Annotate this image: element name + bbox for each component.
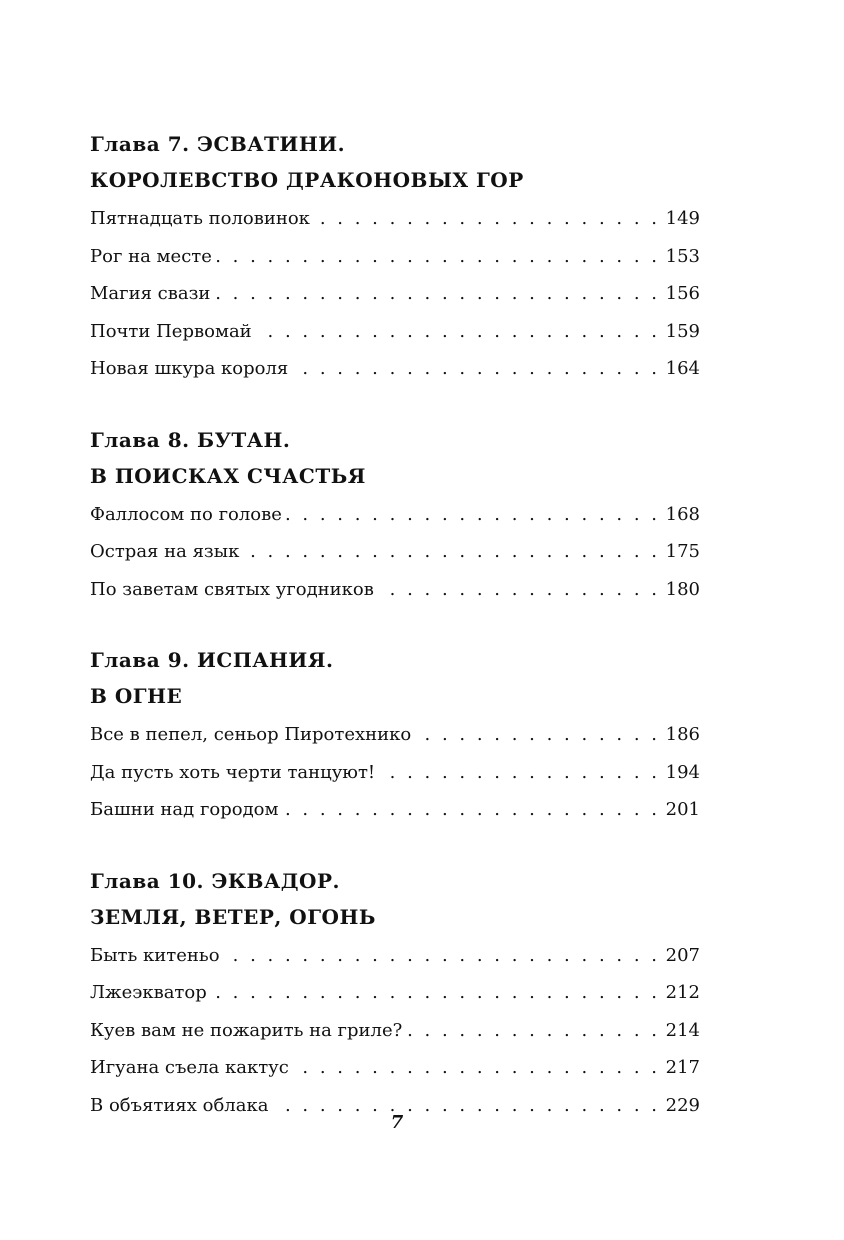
page-number: 7	[390, 1112, 404, 1133]
toc-entry-title: В объятиях облака	[90, 1094, 269, 1116]
toc-entry-page: 168	[665, 503, 700, 525]
toc-entry-title: Рог на месте	[90, 245, 212, 267]
toc-entry-title: Пятнадцать половинок	[90, 208, 310, 229]
toc-entry[interactable]	[90, 791, 700, 829]
chapter-heading-line1: Глава 7. ЭСВАТИНИ.	[90, 132, 346, 156]
toc-entry-title: Лжеэкватор	[90, 982, 207, 1003]
toc-entry-page: 159	[665, 320, 700, 342]
toc-entry-page: 212	[665, 982, 700, 1003]
toc-entry-title: Новая шкура короля	[90, 358, 289, 379]
dot-leader	[211, 974, 660, 1012]
toc-entry-title: Фаллосом по голове	[90, 503, 282, 525]
toc-entry[interactable]	[90, 937, 700, 975]
toc-entry-page: 149	[665, 208, 700, 229]
toc-entry-title: По заветам святых угодников	[90, 578, 374, 600]
toc-entry-page: 186	[665, 724, 700, 745]
dot-leader	[314, 200, 660, 238]
chapter-9	[90, 642, 700, 829]
chapter-heading	[90, 126, 700, 198]
dot-leader	[216, 238, 660, 276]
chapter-heading-line1: Глава 10. ЭКВАДОР.	[90, 868, 340, 893]
chapter-heading	[90, 642, 700, 714]
table-of-contents	[90, 126, 700, 1158]
chapter-heading-line2: В ПОИСКАХ СЧАСТЬЯ	[90, 463, 366, 488]
toc-entry-page: 164	[665, 358, 700, 379]
dot-leader	[283, 791, 661, 829]
toc-entry-title: Все в пепел, сеньор Пиротехнико	[90, 724, 412, 745]
toc-entry-title: Магия свази	[90, 283, 211, 304]
dot-leader	[415, 716, 660, 754]
toc-entry[interactable]	[90, 496, 700, 534]
dot-leader	[292, 350, 660, 388]
chapter-heading	[90, 863, 700, 935]
toc-entry[interactable]	[90, 754, 700, 792]
dot-leader	[243, 533, 660, 571]
toc-entry[interactable]	[90, 974, 700, 1012]
toc-entry[interactable]	[90, 313, 700, 351]
toc-entry-title: Да пусть хоть черти танцуют!	[90, 761, 376, 783]
dot-leader	[406, 1012, 660, 1050]
chapter-heading-line2: КОРОЛЕВСТВО ДРАКОНОВЫХ ГОР	[90, 168, 524, 192]
toc-entry-page: 194	[665, 761, 700, 783]
chapter-heading	[90, 422, 700, 494]
toc-entry-page: 217	[665, 1057, 700, 1078]
toc-entry[interactable]	[90, 350, 700, 388]
toc-entry-title: Игуана съела кактус	[90, 1057, 289, 1078]
toc-entry-page: 207	[665, 944, 700, 966]
toc-entry-title: Почти Первомай	[90, 320, 252, 342]
dot-leader	[379, 754, 660, 792]
toc-entry-page: 180	[665, 578, 700, 600]
toc-entry-title: Быть китеньо	[90, 944, 220, 966]
toc-entry[interactable]	[90, 571, 700, 609]
chapter-heading-line1: Глава 9. ИСПАНИЯ.	[90, 648, 334, 672]
chapter-heading-line2: В ОГНЕ	[90, 684, 183, 708]
toc-entry-page: 175	[665, 541, 700, 562]
dot-leader	[286, 496, 660, 534]
toc-entry-page: 214	[665, 1019, 700, 1041]
toc-entry[interactable]	[90, 275, 700, 313]
chapter-8	[90, 422, 700, 609]
toc-entry[interactable]	[90, 200, 700, 238]
toc-entry[interactable]	[90, 1049, 700, 1087]
toc-entry-title: Острая на язык	[90, 541, 240, 562]
dot-leader	[256, 313, 660, 351]
toc-entry-page: 201	[665, 799, 700, 820]
toc-entry[interactable]	[90, 533, 700, 571]
toc-entry-title: Башни над городом	[90, 799, 279, 820]
chapter-heading-line1: Глава 8. БУТАН.	[90, 427, 291, 452]
toc-entry-page: 156	[665, 283, 700, 304]
toc-entry-page: 229	[665, 1094, 700, 1116]
toc-entry[interactable]	[90, 1012, 700, 1050]
chapter-heading-line2: ЗЕМЛЯ, ВЕТЕР, ОГОНЬ	[90, 904, 376, 929]
dot-leader	[214, 275, 660, 313]
toc-entry-page: 153	[665, 245, 700, 267]
dot-leader	[378, 571, 660, 609]
toc-entry[interactable]	[90, 238, 700, 276]
toc-entry[interactable]	[90, 716, 700, 754]
dot-leader	[224, 937, 660, 975]
toc-entry-title: Куев вам не пожарить на гриле?	[90, 1019, 403, 1041]
dot-leader	[293, 1049, 660, 1087]
chapter-10	[90, 863, 700, 1125]
chapter-7	[90, 126, 700, 388]
